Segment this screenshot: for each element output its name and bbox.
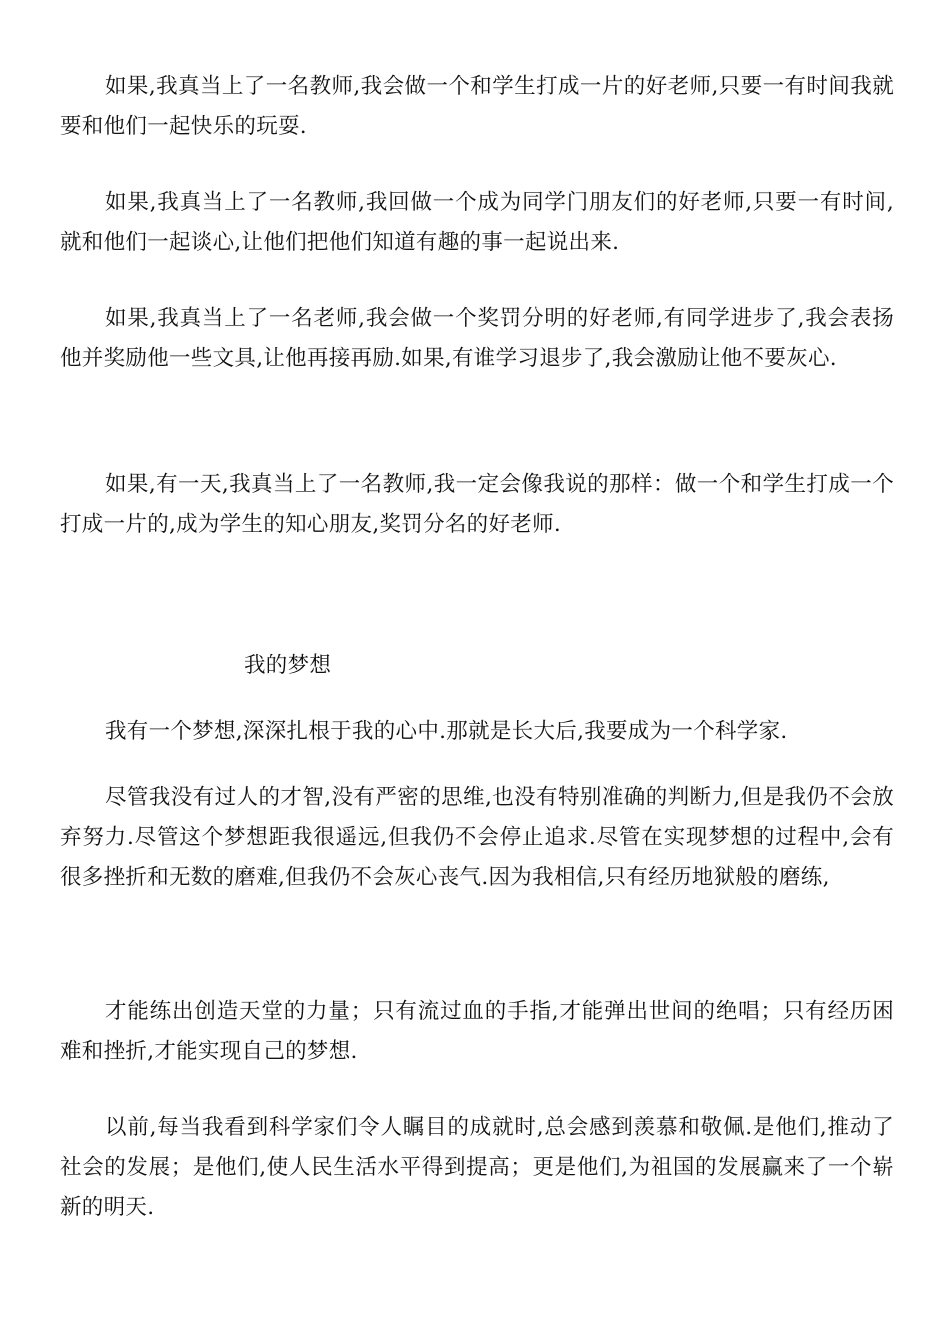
- paragraph-dream-3: 才能练出创造天堂的力量；只有流过血的手指,才能弹出世间的绝唱；只有经历困难和挫折,才能实现自己的梦想.: [60, 999, 894, 1064]
- paragraph-teacher-4: 如果,有一天,我真当上了一名教师,我一定会像我说的那样：做一个和学生打成一个打成一片的,成为学生的知心朋友,奖罚分名的好老师.: [60, 472, 894, 537]
- paragraph-dream-2: 尽管我没有过人的才智,没有严密的思维,也没有特别准确的判断力,但是我仍不会放弃努力.尽管这个梦想距我很遥远,但我仍不会停止追求.尽管在实现梦想的过程中,会有很多挫折和无数的磨难,但我仍不会灰心丧气.因为我相信,只有经历地狱般的磨练,: [60, 785, 894, 890]
- paragraph-dream-4: 以前,每当我看到科学家们令人瞩目的成就时,总会感到羡慕和敬佩.是他们,推动了社会的发展；是他们,使人民生活水平得到提高；更是他们,为祖国的发展赢来了一个崭新的明天.: [60, 1115, 894, 1220]
- paragraph-teacher-1: 如果,我真当上了一名教师,我会做一个和学生打成一片的好老师,只要一有时间我就要和他们一起快乐的玩耍.: [60, 74, 894, 139]
- paragraph-teacher-3: 如果,我真当上了一名老师,我会做一个奖罚分明的好老师,有同学进步了,我会表扬他并奖励他一些文具,让他再接再励.如果,有谁学习退步了,我会激励让他不要灰心.: [60, 306, 894, 371]
- paragraph-dream-1: 我有一个梦想,深深扎根于我的心中.那就是长大后,我要成为一个科学家.: [105, 719, 788, 744]
- essay-title: 我的梦想: [244, 653, 332, 678]
- paragraph-teacher-2: 如果,我真当上了一名教师,我回做一个成为同学门朋友们的好老师,只要一有时间,就和他们一起谈心,让他们把他们知道有趣的事一起说出来.: [60, 190, 894, 255]
